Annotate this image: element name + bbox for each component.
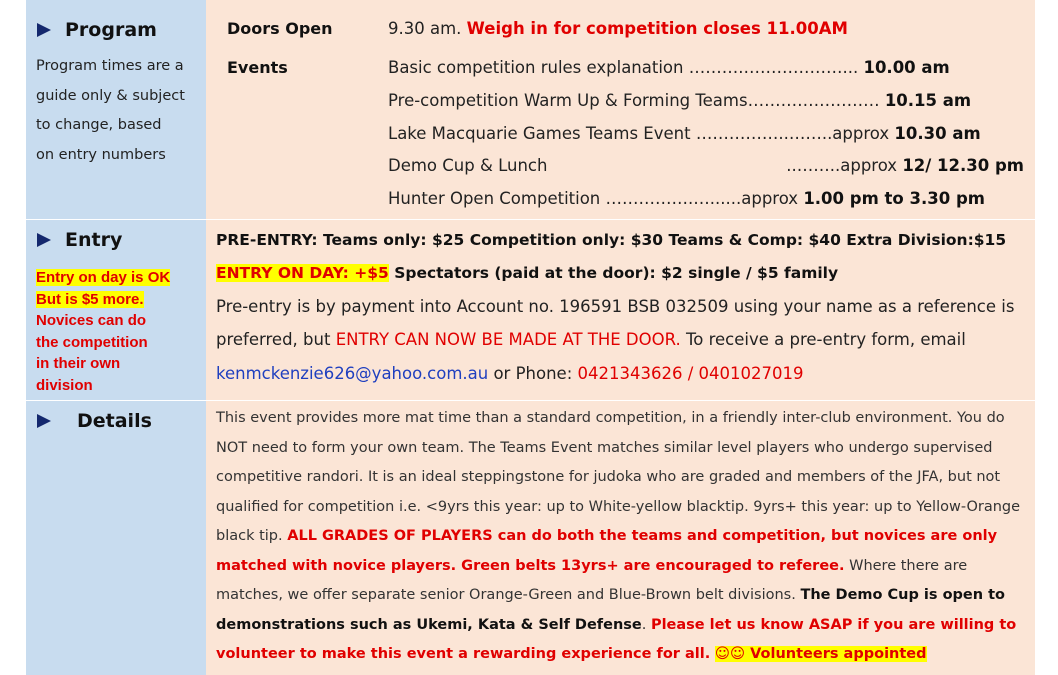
event-leader: ……….………………... (688, 58, 859, 77)
entry-door-info (216, 330, 966, 349)
entry-on-day-highlight: ENTRY ON DAY: +$5 (216, 264, 389, 282)
event-name: Demo Cup & Lunch (388, 156, 548, 175)
event-leader: …………………… (747, 91, 885, 110)
event-time: 10.00 am (863, 58, 950, 77)
entry-heading-text: Entry (65, 229, 123, 251)
contact-row (216, 364, 804, 383)
event-row (388, 189, 985, 208)
doors-time: 9.30 am. (388, 19, 462, 38)
program-note (36, 52, 185, 170)
details-heading-text: Details (77, 410, 152, 432)
note-highlight: Entry on day is OK (36, 269, 171, 286)
details-text: This event provides more mat time than a standard competition, in a friendly inter-club environment. You do NOT need to form your own team. The Teams Event matches similar level players who undergo supervised competitive randori. It is an ideal steppingstone for judoka who are graded and members of the JFA, but not qualified for competition i.e. <9yrs this year: up to White-yellow blacktip. 9yrs+ this year: up to Yellow-Orange black tip. (216, 410, 1021, 544)
arrow-right-icon (37, 23, 51, 37)
note-line: to change, based (36, 117, 162, 133)
details-body (216, 404, 1028, 670)
details-text: . (641, 616, 651, 633)
doors-open-label: Doors Open (227, 19, 333, 38)
volunteers-appointed: ☺☺ Volunteers appointed (714, 646, 927, 662)
event-time: 10.30 am (894, 124, 981, 143)
program-heading (37, 19, 157, 41)
phone-number: 0421343626 / 0401027019 (577, 364, 804, 383)
event-time: 12/ 12.30 pm (902, 156, 1024, 175)
event-name: Lake Macquarie Games Teams Event (388, 124, 696, 143)
details-text: Where there are matches, we offer separate senior Orange-Green and Blue-Brown belt divisions. (216, 557, 968, 603)
note-line: Novices can do (36, 312, 147, 329)
event-time: 10.15 am (884, 91, 972, 110)
pre-entry-prices: PRE-ENTRY: Teams only: $25 Competition only: $30 Teams & Comp: $40 Extra Division:$15 (216, 231, 1007, 249)
doors-open-row (388, 19, 848, 38)
entry-door-note: ENTRY CAN NOW BE MADE AT THE DOOR. (335, 330, 681, 349)
weigh-in-note: Weigh in for competition closes 11.00AM (466, 19, 848, 38)
entry-on-day-row (216, 264, 838, 282)
arrow-right-icon (37, 414, 51, 428)
event-name: Pre-competition Warm Up & Forming Teams (388, 91, 748, 110)
spectator-prices: Spectators (paid at the door): $2 single / $5 family (388, 264, 839, 282)
note-line: guide only & subject (36, 87, 185, 104)
event-row-time (786, 156, 1024, 175)
event-name: Hunter Open Competition (388, 189, 606, 208)
event-row (388, 58, 950, 77)
event-name: Basic competition rules explanation (388, 58, 689, 77)
note-line: division (36, 376, 93, 394)
note-highlight: But is $5 more. (36, 290, 144, 308)
volunteer-request: Please let us know ASAP if you are willing to volunteer to make this event a rewarding experience for all. (216, 616, 1017, 662)
program-heading-text: Program (65, 19, 157, 41)
event-leader: …………….…......approx (605, 189, 804, 208)
note-line: on entry numbers (36, 146, 166, 163)
details-grades-note: ALL GRADES OF PLAYERS can do both the teams and competition, but novices are only matched with novice players. Green belts 13yrs+ are encouraged to referee. (216, 528, 998, 574)
payment-info: Pre-entry is by payment into Account no. 196591 BSB 032509 using your name as a reference is (216, 297, 1015, 316)
divider (26, 219, 1035, 220)
email-link[interactable]: kenmckenzie626@yahoo.com.au (216, 364, 489, 383)
phone-label: or Phone: (488, 364, 578, 383)
event-time: 1.00 pm to 3.30 pm (803, 189, 985, 208)
arrow-right-icon (37, 233, 51, 247)
details-heading (37, 410, 152, 432)
note-line: Program times are a (36, 58, 184, 74)
entry-heading (37, 229, 122, 251)
text: To receive a pre-entry form, email (680, 330, 966, 349)
entry-note (36, 267, 170, 396)
text: preferred, but (216, 330, 336, 349)
divider (26, 400, 1035, 401)
event-leader: ..……..approx (786, 156, 903, 175)
events-label: Events (227, 58, 288, 77)
event-leader: ……………..……..approx (695, 124, 895, 143)
event-row (388, 124, 981, 143)
note-line: in their own (36, 355, 121, 372)
note-line: the competition (36, 333, 148, 351)
demo-cup-note: The Demo Cup is open to demonstrations such as Ukemi, Kata & Self Defense (216, 587, 1006, 633)
event-row (388, 91, 971, 110)
event-row (388, 156, 547, 175)
